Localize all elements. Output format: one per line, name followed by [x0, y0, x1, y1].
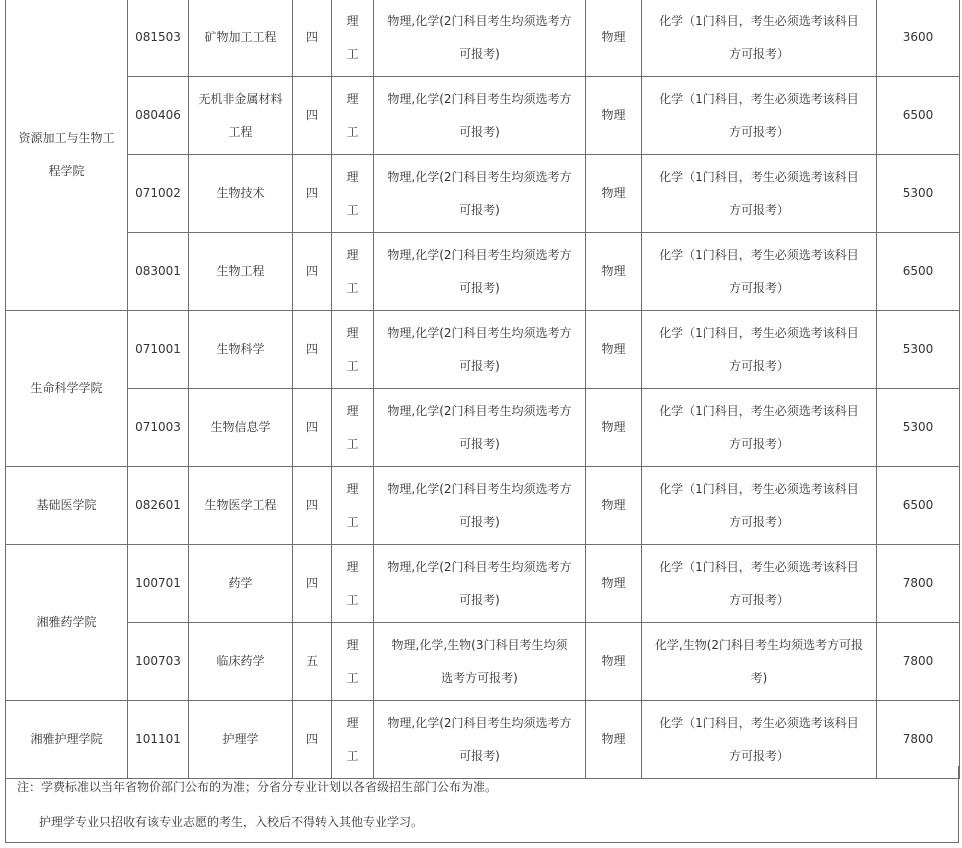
major-name: 生物工程	[189, 233, 293, 311]
tuition-fee: 6500	[877, 233, 960, 311]
major-code: 100701	[128, 545, 189, 623]
footnote-line-2: 护理学专业只招收有该专业志愿的考生，入校后不得转入其他专业学习。	[39, 815, 424, 829]
category-1: 理	[346, 13, 359, 28]
study-years: 四	[293, 467, 332, 545]
subject-requirement: 物理,化学(2门科目考生均须选考方可报考)	[374, 233, 586, 311]
study-years: 四	[293, 0, 332, 77]
first-subject: 物理	[586, 467, 642, 545]
second-subject: 化学（1门科目，考生必须选考该科目方可报考）	[642, 155, 877, 233]
college-cell: 基础医学院	[6, 467, 128, 545]
subject-requirement: 物理,化学(2门科目考生均须选考方可报考)	[374, 0, 586, 77]
tuition-fee: 5300	[877, 389, 960, 467]
second-subject: 化学（1门科目，考生必须选考该科目方可报考）	[642, 389, 877, 467]
table-row	[6, 467, 960, 545]
first-subject: 物理	[586, 389, 642, 467]
second-subject: 化学（1门科目，考生必须选考该科目方可报考）	[642, 77, 877, 155]
category-1: 理	[346, 403, 359, 418]
tuition-fee: 7800	[877, 701, 960, 779]
subject-requirement: 物理,化学(2门科目考生均须选考方可报考)	[374, 467, 586, 545]
category-2: 工	[346, 358, 359, 373]
category-2: 工	[346, 670, 359, 685]
tuition-fee: 6500	[877, 77, 960, 155]
category-cell	[332, 155, 374, 233]
college-cell: 湘雅护理学院	[6, 701, 128, 779]
major-name: 矿物加工工程	[189, 0, 293, 77]
subject-requirement: 物理,化学(2门科目考生均须选考方可报考)	[374, 155, 586, 233]
first-subject: 物理	[586, 701, 642, 779]
category-1: 理	[346, 91, 359, 106]
tuition-fee: 3600	[877, 0, 960, 77]
study-years: 四	[293, 545, 332, 623]
major-name: 无机非金属材料工程	[189, 77, 293, 155]
table-row	[6, 155, 960, 233]
category-cell	[332, 233, 374, 311]
major-code: 071001	[128, 311, 189, 389]
tuition-fee: 7800	[877, 623, 960, 701]
table-row	[6, 311, 960, 389]
study-years: 四	[293, 155, 332, 233]
subject-requirement: 物理,化学,生物(3门科目考生均须选考方可报考)	[374, 623, 586, 701]
category-1: 理	[346, 169, 359, 184]
college-cell: 资源加工与生物工程学院	[6, 0, 128, 311]
table-row	[6, 233, 960, 311]
category-1: 理	[346, 325, 359, 340]
second-subject: 化学（1门科目，考生必须选考该科目方可报考）	[642, 467, 877, 545]
major-code: 071002	[128, 155, 189, 233]
study-years: 四	[293, 77, 332, 155]
first-subject: 物理	[586, 155, 642, 233]
major-name: 生物医学工程	[189, 467, 293, 545]
category-2: 工	[346, 748, 359, 763]
second-subject: 化学（1门科目，考生必须选考该科目方可报考）	[642, 311, 877, 389]
footnote-line-1: 注：学费标准以当年省物价部门公布的为准；分省分专业计划以各省级招生部门公布为准。	[17, 780, 498, 794]
study-years: 四	[293, 311, 332, 389]
study-years: 五	[293, 623, 332, 701]
first-subject: 物理	[586, 311, 642, 389]
tuition-fee: 5300	[877, 155, 960, 233]
category-cell	[332, 545, 374, 623]
first-subject: 物理	[586, 623, 642, 701]
category-2: 工	[346, 280, 359, 295]
study-years: 四	[293, 233, 332, 311]
table-row	[6, 0, 960, 77]
category-cell	[332, 623, 374, 701]
table-row	[6, 623, 960, 701]
major-code: 100703	[128, 623, 189, 701]
category-2: 工	[346, 514, 359, 529]
tuition-fee: 5300	[877, 311, 960, 389]
subject-requirement: 物理,化学(2门科目考生均须选考方可报考)	[374, 545, 586, 623]
category-2: 工	[346, 436, 359, 451]
first-subject: 物理	[586, 77, 642, 155]
second-subject: 化学（1门科目，考生必须选考该科目方可报考）	[642, 701, 877, 779]
major-name: 生物信息学	[189, 389, 293, 467]
category-1: 理	[346, 559, 359, 574]
category-2: 工	[346, 46, 359, 61]
category-cell	[332, 77, 374, 155]
subject-requirement: 物理,化学(2门科目考生均须选考方可报考)	[374, 389, 586, 467]
subject-requirement: 物理,化学(2门科目考生均须选考方可报考)	[374, 701, 586, 779]
major-code: 083001	[128, 233, 189, 311]
footnote-box	[5, 766, 959, 843]
subject-requirement: 物理,化学(2门科目考生均须选考方可报考)	[374, 311, 586, 389]
category-2: 工	[346, 592, 359, 607]
tuition-fee: 6500	[877, 467, 960, 545]
category-1: 理	[346, 481, 359, 496]
major-code: 082601	[128, 467, 189, 545]
first-subject: 物理	[586, 0, 642, 77]
admission-table	[5, 0, 960, 779]
study-years: 四	[293, 389, 332, 467]
category-cell	[332, 467, 374, 545]
category-cell	[332, 0, 374, 77]
college-cell: 湘雅药学院	[6, 545, 128, 701]
major-name: 生物技术	[189, 155, 293, 233]
second-subject: 化学（1门科目，考生必须选考该科目方可报考）	[642, 233, 877, 311]
first-subject: 物理	[586, 233, 642, 311]
subject-requirement: 物理,化学(2门科目考生均须选考方可报考)	[374, 77, 586, 155]
study-years: 四	[293, 701, 332, 779]
major-name: 生物科学	[189, 311, 293, 389]
category-1: 理	[346, 247, 359, 262]
table-row	[6, 77, 960, 155]
table-row	[6, 545, 960, 623]
second-subject: 化学（1门科目，考生必须选考该科目方可报考）	[642, 0, 877, 77]
major-code: 101101	[128, 701, 189, 779]
major-name: 临床药学	[189, 623, 293, 701]
major-code: 071003	[128, 389, 189, 467]
second-subject: 化学,生物(2门科目考生均须选考方可报考)	[642, 623, 877, 701]
major-name: 护理学	[189, 701, 293, 779]
category-2: 工	[346, 202, 359, 217]
category-2: 工	[346, 124, 359, 139]
major-name: 药学	[189, 545, 293, 623]
college-cell: 生命科学学院	[6, 311, 128, 467]
category-1: 理	[346, 637, 359, 652]
major-code: 081503	[128, 0, 189, 77]
tuition-fee: 7800	[877, 545, 960, 623]
second-subject: 化学（1门科目，考生必须选考该科目方可报考）	[642, 545, 877, 623]
category-1: 理	[346, 715, 359, 730]
first-subject: 物理	[586, 545, 642, 623]
category-cell	[332, 311, 374, 389]
category-cell	[332, 389, 374, 467]
major-code: 080406	[128, 77, 189, 155]
table-row	[6, 389, 960, 467]
